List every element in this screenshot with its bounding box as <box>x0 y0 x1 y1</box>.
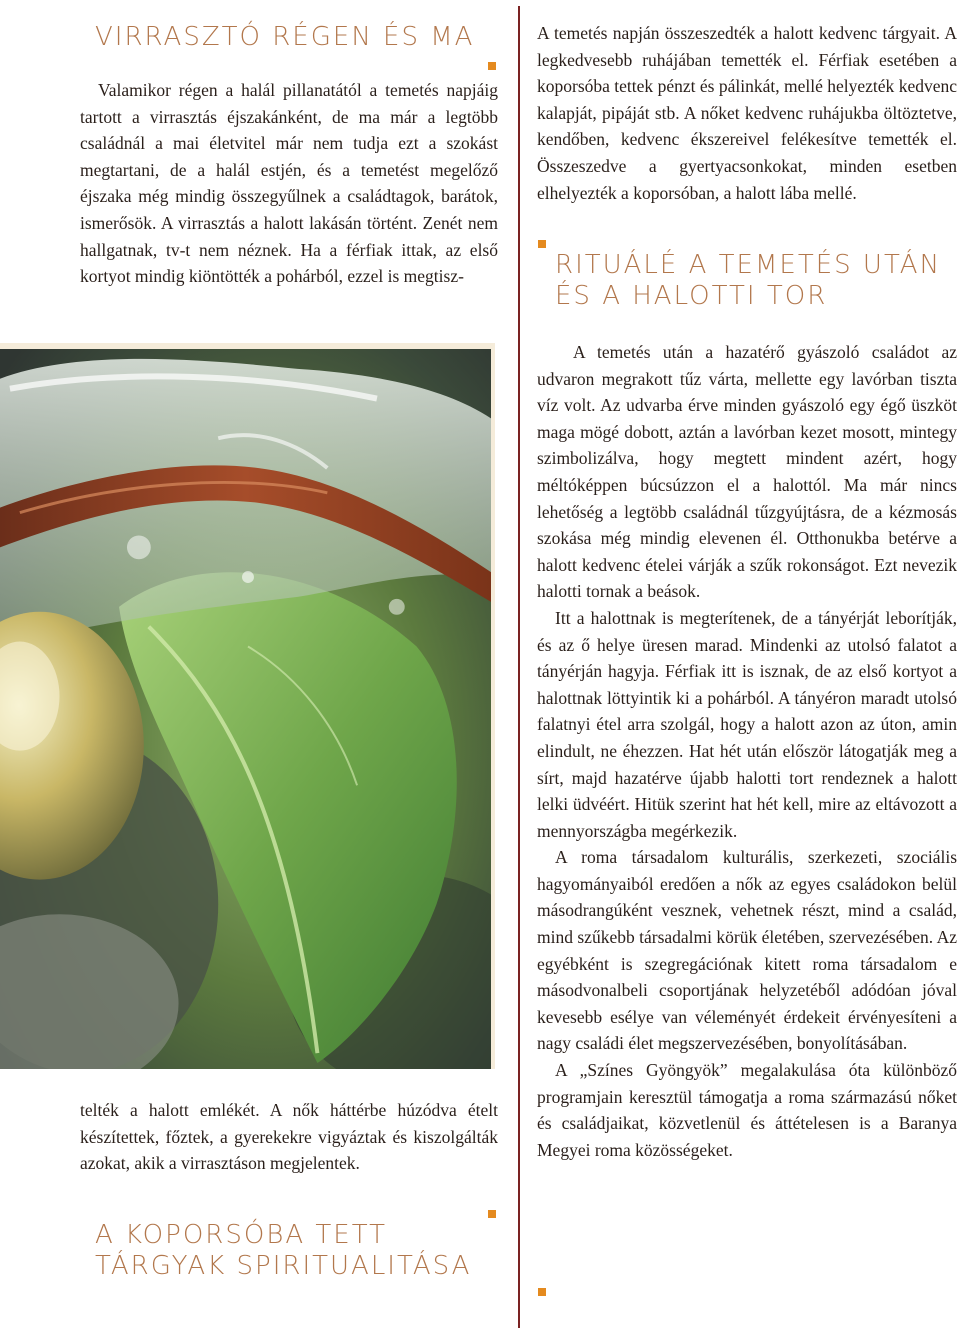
ice-leaf-photo <box>0 343 495 1069</box>
heading-rituale <box>555 250 941 312</box>
top-paragraph-text: A temetés napján összeszedték a halott kedvenc tárgyait. A legkedvesebb ruhájában temették el. Férfiak esetében a koporsóba tettek pénzt és pálinkát, mellé helyezték kedvenc kalapját, pipáját stb. A nőket kedvenc ruhájukba öltöztetve, kendőben, kedvenc ékszereivel felékesítve temették el. Összeszedve a gyertyacsonkokat, minden esetben elhelyezték a koporsóban, a halott lába mellé. <box>537 23 957 203</box>
heading-virraszto: VIRRASZTÓ RÉGEN ÉS MA <box>95 22 475 52</box>
heading-koporso-line1: A KOPORSÓBA TETT <box>95 1220 388 1250</box>
heading-rituale-line2: ÉS A HALOTTI TOR <box>555 281 828 311</box>
right-main-text <box>537 339 957 1163</box>
continued-text: telték a halott emlékét. A nők háttérbe húzódva ételt készítettek, főztek, a gyerekekre vigyáztak és kiszolgálták azokat, akik a virrasztáson megjelentek. <box>80 1100 498 1174</box>
intro-text: Valamikor régen a halál pillanatától a temetés napjáig tartott a virrasztás éjszakánként, de ma már a legtöbb családnál a mai életvitel már nem tudja ezt a szokást megtartani, de a halál estjén, és a temetést megelőző éjszaka még mindig összegyűlnek a családtagok, barátok, ismerősök. A virrasztás a halott lakásán történt. Zenét nem hallgatnak, tv-t nem néznek. Ha a férfiak ittak, az első kortyot mindig kiöntötték a pohárból, ezzel is megtisz- <box>80 80 498 287</box>
heading-koporso <box>95 1220 471 1282</box>
heading-koporso-line2: TÁRGYAK SPIRITUALITÁSA <box>95 1251 472 1281</box>
ice-leaf-image <box>0 349 491 1069</box>
bullet-marker <box>538 240 546 248</box>
paragraph-4: A „Színes Gyöngyök” megalakulása óta különböző programjain keresztül támogatja a roma származású nőket és családjaikat, közvetlenül és áttételesen is a Baranya Megyei roma közösségeket. <box>537 1060 957 1160</box>
heading-rituale-line1: RITUÁLÉ A TEMETÉS UTÁN <box>555 250 942 280</box>
bullet-marker <box>488 62 496 70</box>
intro-paragraph <box>80 77 498 290</box>
paragraph-1: A temetés után a hazatérő gyászoló családot az udvaron megrakott tűz várta, mellette egy lavórban tiszta víz volt. Az udvarba érve minden gyászoló egy égő üszköt maga mögé dobott, aztán a lavórban kezet mosott, mintegy szimbolizálva, hogy megtett mindent azért, hogy méltóképpen búcsúzzon el a halottól. Ma már nincs lehetőség a legtöbb családnál tűzgyújtásra, de a kézmosás szokása még mindig elevenen él. Otthonukba betérve a halott kedvenc ételei várják a szűk rokonságot. Ezt nevezik halotti tornak a beások. <box>537 342 957 602</box>
bullet-marker <box>488 1210 496 1218</box>
column-divider <box>518 6 520 1328</box>
paragraph-3: A roma társadalom kulturális, szerkezeti, szociális hagyományaiból eredően a nők az egyes családokon belül másodrangúként vesznek, vehetnek részt, mind a család, mind szűkebb társadalmi körük életében, szervezésében. Az egyébként is szegregációnak kitett roma társadalom e másodvonalbeli csoportjának helyzetéből adódóan jóval kevesebb esélye van véleményét érdekeit érvényesíteni a nagy családi élet megszervezésében, bonyolításában. <box>537 847 957 1054</box>
paragraph-2: Itt a halottnak is megterítenek, de a tányérját leborítják, és az ő helye üresen marad. Mindenki az utolsó falatot a tányérján hagyja. Férfiak itt is isznak, de az első kortyot a halottnak löttyintik ki a pohárból. A tányéron maradt utolsó falatnyi étel arra szolgál, hogy a halott azon az úton, amin elindult, ne éhezzen. Hat hét után először látogatják meg a sírt, majd hazatérve újabb halotti tort rendeznek a halott lelki üdvéért. Hitük szerint hat hét kell, mire az eltávozott a mennyországba megérkezik. <box>537 607 957 841</box>
bullet-marker <box>538 1288 546 1296</box>
right-top-paragraph <box>537 20 957 206</box>
intro-continued <box>80 1097 498 1177</box>
